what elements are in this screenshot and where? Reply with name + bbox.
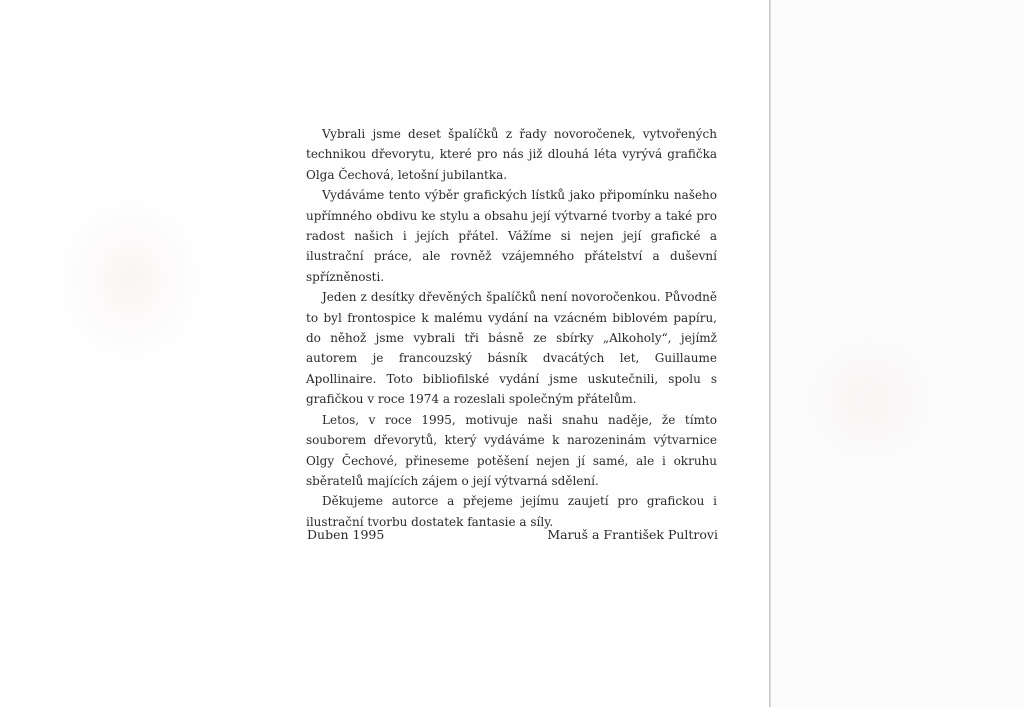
paragraph-4: Letos, v roce 1995, motivuje naši snahu naděje, že tímto souborem dřevorytů, který vydáváme k narozeninám výtvarnice Olgy Čechové, přineseme potěšení nejen jí samé, ale i okruhu sběratelů majících zájem o její výtvarná sdělení. bbox=[306, 412, 717, 488]
ink-bleed-left bbox=[60, 200, 200, 360]
signature-line: Maruš a František Pultrovi bbox=[547, 527, 718, 542]
paragraph-2: Vydáváme tento výběr grafických lístků jako připomínku našeho upřímného obdivu ke stylu a obsahu její výtvarné tvorby a také pro radost našich i jejích přátel. Vážíme si nejen její grafické a ilustrační práce, ale rovněž vzájemného přátelství a duševní spřízněnosti. bbox=[306, 188, 717, 284]
date-line: Duben 1995 bbox=[307, 527, 385, 542]
paragraph-5: Děkujeme autorce a přejeme jejímu zaujetí pro grafickou i ilustrační tvorbu dostatek fantasie a síly. bbox=[306, 494, 717, 529]
paragraph-3: Jeden z desítky dřevěných špalíčků není novoročenkou. Původně to byl frontospice k malému vydání na vzácném biblovém papíru, do něhož jsme vybrali tři básně ze sbírky „Alkoholy“, jejímž autorem je francouzský básník dvacátých let, Guillaume Apollinaire. Toto bibliofilské vydání jsme uskutečnili, spolu s grafičkou v roce 1974 a rozeslali společným přátelům. bbox=[306, 290, 717, 407]
paragraph-1: Vybrali jsme deset špalíčků z řady novoročenek, vytvořených technikou dřevorytu, které pro nás již dlouhá léta vyrývá grafička Olga Čechová, letošní jubilantka. bbox=[306, 127, 717, 182]
body-text bbox=[306, 124, 717, 532]
ink-bleed-right bbox=[800, 330, 940, 470]
